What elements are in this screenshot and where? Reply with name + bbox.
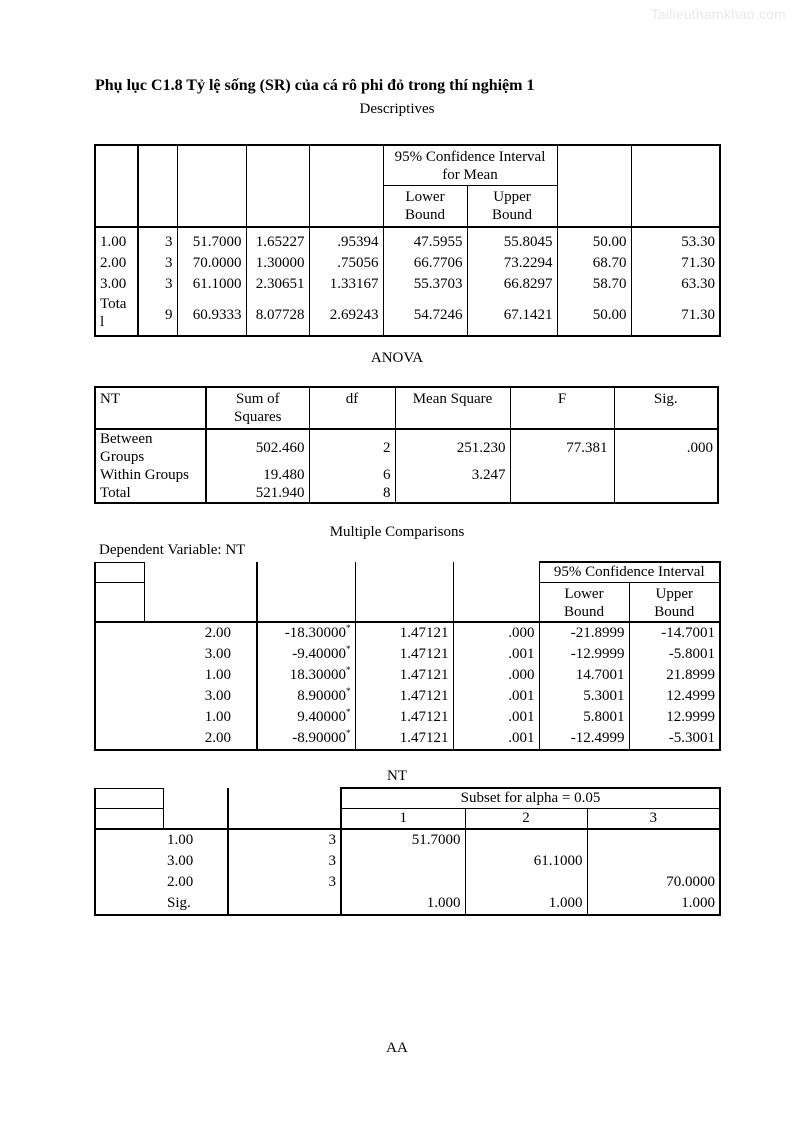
- cell-s3: [587, 851, 720, 872]
- cell-j: 1.00: [204, 709, 231, 725]
- significance-star: *: [346, 707, 351, 717]
- cell-i: [95, 665, 144, 686]
- cell-lower: -12.4999: [539, 728, 629, 750]
- significance-star: *: [346, 665, 351, 675]
- table-row: [95, 686, 720, 707]
- subset-3-header: 3: [587, 809, 720, 830]
- diff-value: -18.30000: [284, 625, 346, 641]
- within-label: Within Groups: [100, 467, 189, 483]
- between-f: 77.381: [510, 429, 614, 466]
- anova-col-f: F: [510, 387, 614, 429]
- within-df: 6: [309, 466, 395, 484]
- total-sig: [614, 484, 718, 503]
- cell-upper: -14.7001: [629, 622, 720, 644]
- cell-mean: 61.1000: [177, 274, 246, 295]
- header-cell: [453, 562, 539, 622]
- multiple-comparisons-table: [94, 561, 721, 751]
- cell-blank: [95, 829, 163, 851]
- page-footer: AA: [386, 1040, 408, 1056]
- total-line1: Tota: [100, 296, 127, 312]
- between-label: [95, 429, 206, 466]
- cell-max: 63.30: [631, 274, 720, 295]
- cell-j: 2.00: [204, 625, 231, 641]
- cell-n: 3: [228, 872, 341, 893]
- cell-upper: 12.9999: [629, 707, 720, 728]
- upper-line2: Bound: [491, 207, 532, 223]
- cell-upper: 67.1421: [467, 295, 557, 336]
- upper-line2: Bound: [654, 604, 695, 620]
- cell-j: 3.00: [204, 646, 231, 662]
- subset-header: Subset for alpha = 0.05: [341, 788, 720, 809]
- ci-header: [383, 145, 557, 186]
- within-f: [510, 466, 614, 484]
- cell-s3: 1.000: [587, 893, 720, 915]
- cell-mean: 70.0000: [177, 253, 246, 274]
- within-ss: 19.480: [206, 466, 309, 484]
- cell-upper: -5.8001: [629, 644, 720, 665]
- anova-col-df: df: [309, 387, 395, 429]
- cell-blank: [95, 872, 163, 893]
- lower-line1: Lower: [405, 189, 445, 205]
- cell-i: [95, 622, 144, 644]
- cell-min: 50.00: [557, 295, 631, 336]
- between-df: 2: [309, 429, 395, 466]
- table-row: [95, 851, 720, 872]
- cell-diff: [257, 665, 355, 686]
- cell-n: 3: [138, 227, 177, 253]
- cell-sd: 1.65227: [246, 227, 309, 253]
- cell-s2: 1.000: [465, 893, 587, 915]
- cell-se: .95394: [309, 227, 383, 253]
- upper-line1: Upper: [493, 189, 531, 205]
- cell-s1: [341, 872, 465, 893]
- row-label: 2.00: [100, 255, 127, 271]
- diff-value: 8.90000: [297, 688, 346, 704]
- diff-value: -9.40000: [292, 646, 346, 662]
- cell-n: 3: [138, 253, 177, 274]
- cell-label: 2.00: [167, 874, 194, 890]
- multiple-comparisons-title: Multiple Comparisons: [329, 524, 465, 540]
- total-label: Total: [100, 485, 131, 501]
- table-row: [95, 665, 720, 686]
- diff-value: -8.90000: [292, 730, 346, 746]
- significance-star: *: [346, 644, 351, 654]
- diff-value: 18.30000: [289, 667, 346, 683]
- cell-diff: [257, 644, 355, 665]
- table-row-sig: [95, 893, 720, 915]
- between-ss: 502.460: [206, 429, 309, 466]
- cell-se: 1.47121: [355, 686, 453, 707]
- significance-star: *: [346, 686, 351, 696]
- cell-j: 1.00: [204, 667, 231, 683]
- between-ms: 251.230: [395, 429, 510, 466]
- cell-s3: 70.0000: [587, 872, 720, 893]
- between-line1: Between: [100, 431, 153, 447]
- cell-sig: .001: [453, 686, 539, 707]
- within-sig: [614, 466, 718, 484]
- header-cell: [138, 145, 177, 227]
- homogeneous-title: NT: [387, 768, 407, 784]
- cell-diff: [257, 707, 355, 728]
- subset-1-header: 1: [341, 809, 465, 830]
- cell-max: 53.30: [631, 227, 720, 253]
- within-ms: 3.247: [395, 466, 510, 484]
- homogeneous-subsets-table: [94, 787, 721, 916]
- table-row: [95, 872, 720, 893]
- table-row: [95, 829, 720, 851]
- cell-diff: [257, 622, 355, 644]
- mc-header-row: [95, 562, 720, 583]
- mc-upper-header: [629, 583, 720, 623]
- lower-line1: Lower: [564, 586, 604, 602]
- cell-upper: 66.8297: [467, 274, 557, 295]
- cell-i: [95, 644, 144, 665]
- between-line2: Groups: [100, 449, 145, 465]
- cell-mean: 51.7000: [177, 227, 246, 253]
- watermark: Tailieuthamkhao.com: [650, 6, 786, 22]
- row-label: 3.00: [100, 276, 127, 292]
- cell-sig: .001: [453, 728, 539, 750]
- cell-diff: [257, 728, 355, 750]
- cell-sig: .001: [453, 644, 539, 665]
- cell-lower: 54.7246: [383, 295, 467, 336]
- table-row-total: [95, 484, 718, 503]
- header-cell: [95, 145, 138, 227]
- header-cell: [95, 788, 163, 809]
- cell-n: 3: [228, 851, 341, 872]
- header-cell: [144, 562, 257, 622]
- cell-min: 50.00: [557, 227, 631, 253]
- diff-value: 9.40000: [297, 709, 346, 725]
- total-line2: l: [100, 314, 105, 330]
- cell-lower: 47.5955: [383, 227, 467, 253]
- cell-max: 71.30: [631, 253, 720, 274]
- header-cell: [246, 145, 309, 227]
- header-cell: [95, 583, 144, 623]
- cell-sig: .001: [453, 707, 539, 728]
- table-row: [95, 622, 720, 644]
- cell-i: [95, 728, 144, 750]
- cell-sd: 8.07728: [246, 295, 309, 336]
- table-row: [95, 274, 720, 295]
- cell-lower: -21.8999: [539, 622, 629, 644]
- cell-s2: [465, 829, 587, 851]
- ci-header-line2: for Mean: [442, 167, 498, 183]
- total-f: [510, 484, 614, 503]
- header-cell: [631, 145, 720, 227]
- table-row-within: [95, 466, 718, 484]
- cell-s1: 51.7000: [341, 829, 465, 851]
- cell-min: 58.70: [557, 274, 631, 295]
- cell-sig: .000: [453, 665, 539, 686]
- table-row: [95, 644, 720, 665]
- significance-star: *: [346, 623, 351, 633]
- total-ss: 521.940: [206, 484, 309, 503]
- cell-n: 3: [228, 829, 341, 851]
- lower-line2: Bound: [404, 207, 445, 223]
- cell-i: [95, 686, 144, 707]
- cell-j: 3.00: [204, 688, 231, 704]
- ss-line2: Squares: [234, 409, 282, 425]
- cell-n: [228, 893, 341, 915]
- total-df: 8: [309, 484, 395, 503]
- cell-se: 1.47121: [355, 665, 453, 686]
- cell-lower: 5.8001: [539, 707, 629, 728]
- upper-bound-header: [467, 186, 557, 228]
- ss-line1: Sum of: [235, 391, 280, 407]
- cell-se: .75056: [309, 253, 383, 274]
- table-row-between: [95, 429, 718, 466]
- cell-mean: 60.9333: [177, 295, 246, 336]
- cell-diff: [257, 686, 355, 707]
- cell-sd: 1.30000: [246, 253, 309, 274]
- ci-header-line1: 95% Confidence Interval: [394, 149, 546, 165]
- cell-lower: 5.3001: [539, 686, 629, 707]
- header-cell: [557, 145, 631, 227]
- descriptives-table: [94, 144, 721, 337]
- header-cell: [257, 562, 355, 622]
- cell-sig: .000: [453, 622, 539, 644]
- significance-star: *: [346, 728, 351, 738]
- cell-upper: 21.8999: [629, 665, 720, 686]
- cell-lower: -12.9999: [539, 644, 629, 665]
- lower-line2: Bound: [563, 604, 604, 620]
- cell-lower: 66.7706: [383, 253, 467, 274]
- cell-se: 2.69243: [309, 295, 383, 336]
- anova-col-ms: Mean Square: [395, 387, 510, 429]
- row-label: 1.00: [100, 234, 127, 250]
- page-heading: Phụ lục C1.8 Tỷ lệ sống (SR) của cá rô phi đỏ trong thí nghiệm 1: [95, 77, 535, 94]
- cell-label: 3.00: [167, 853, 194, 869]
- header-cell: [309, 145, 383, 227]
- anova-header-row: [95, 387, 718, 429]
- cell-upper: -5.3001: [629, 728, 720, 750]
- dependent-variable-label: Dependent Variable: NT: [99, 542, 246, 558]
- header-cell: [95, 562, 144, 583]
- subset-2-header: 2: [465, 809, 587, 830]
- cell-se: 1.33167: [309, 274, 383, 295]
- anova-table: [94, 386, 719, 504]
- cell-min: 68.70: [557, 253, 631, 274]
- cell-se: 1.47121: [355, 622, 453, 644]
- cell-label: Sig.: [167, 895, 191, 911]
- descriptives-header-row: [95, 145, 720, 186]
- cell-j: 2.00: [204, 730, 231, 746]
- total-ms: [395, 484, 510, 503]
- mc-ci-header: 95% Confidence Interval: [539, 562, 720, 583]
- cell-upper: 12.4999: [629, 686, 720, 707]
- table-row: [95, 227, 720, 253]
- cell-lower: 55.3703: [383, 274, 467, 295]
- cell-s2: [465, 872, 587, 893]
- cell-blank: [95, 851, 163, 872]
- cell-i: [95, 707, 144, 728]
- cell-label: 1.00: [167, 832, 194, 848]
- cell-s3: [587, 829, 720, 851]
- cell-n: 9: [138, 295, 177, 336]
- cell-s2: 61.1000: [465, 851, 587, 872]
- lower-bound-header: [383, 186, 467, 228]
- row-label-total: [95, 295, 138, 336]
- cell-s1: [341, 851, 465, 872]
- cell-max: 71.30: [631, 295, 720, 336]
- cell-se: 1.47121: [355, 707, 453, 728]
- table-row-total: [95, 295, 720, 336]
- anova-title: ANOVA: [370, 350, 424, 366]
- upper-line1: Upper: [655, 586, 693, 602]
- cell-sd: 2.30651: [246, 274, 309, 295]
- header-cell: [228, 788, 341, 829]
- anova-col-sig: Sig.: [614, 387, 718, 429]
- nt-header-row: [95, 788, 720, 809]
- table-row: [95, 728, 720, 750]
- table-row: [95, 707, 720, 728]
- cell-se: 1.47121: [355, 644, 453, 665]
- cell-upper: 55.8045: [467, 227, 557, 253]
- header-cell: [163, 788, 228, 829]
- cell-n: 3: [138, 274, 177, 295]
- descriptives-title: Descriptives: [359, 101, 435, 117]
- table-row: [95, 253, 720, 274]
- header-cell: [95, 809, 163, 830]
- mc-lower-header: [539, 583, 629, 623]
- anova-col-nt: NT: [95, 387, 206, 429]
- cell-lower: 14.7001: [539, 665, 629, 686]
- anova-col-ss: [206, 387, 309, 429]
- cell-blank: [95, 893, 163, 915]
- cell-se: 1.47121: [355, 728, 453, 750]
- cell-upper: 73.2294: [467, 253, 557, 274]
- header-cell: [177, 145, 246, 227]
- header-cell: [355, 562, 453, 622]
- between-sig: .000: [614, 429, 718, 466]
- cell-s1: 1.000: [341, 893, 465, 915]
